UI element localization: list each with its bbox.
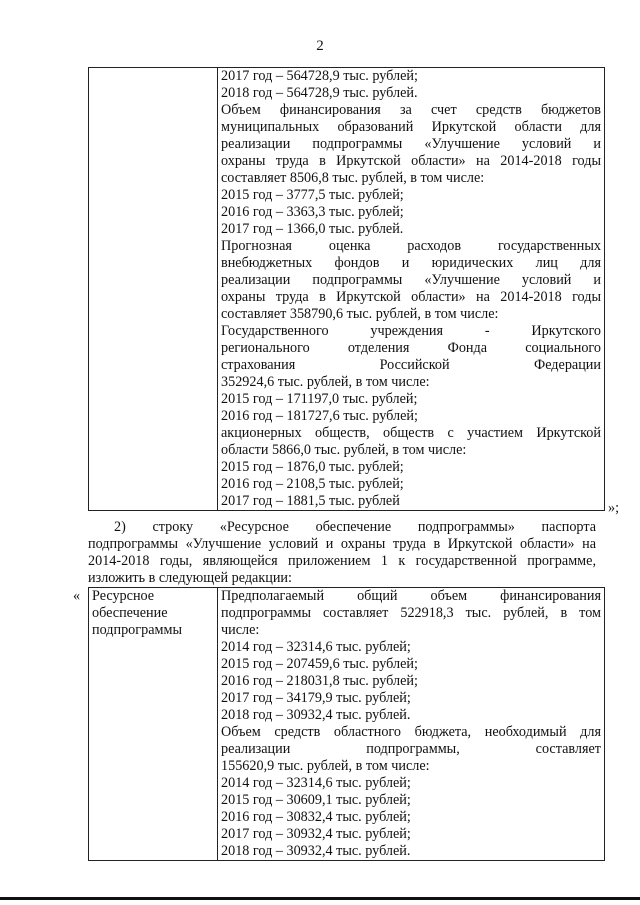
year-line: 2017 год – 1881,5 тыс. рублей <box>221 493 400 509</box>
resource-label-cell <box>89 588 218 861</box>
text-line: составляет 358790,6 тыс. рублей, в том числе: <box>221 306 499 322</box>
text-line: числе: <box>221 622 260 638</box>
opening-quote: « <box>73 588 81 604</box>
year-line: 2017 год – 564728,9 тыс. рублей; <box>221 68 418 84</box>
text-line: охраны труда в Иркутской области» на 2014-2018 годы <box>221 153 601 169</box>
text-line: Прогнозная оценка расходов государственных <box>221 238 601 254</box>
year-line: 2015 год – 207459,6 тыс. рублей; <box>221 656 418 672</box>
amendment-paragraph <box>88 519 596 587</box>
text-line: Предполагаемый общий объем финансирования <box>221 588 601 604</box>
resource-table <box>88 587 605 861</box>
year-line: 2016 год – 3363,3 тыс. рублей; <box>221 204 404 220</box>
scan-bottom-border <box>0 897 640 900</box>
text-line: реализации подпрограммы «Улучшение условий и <box>221 272 601 288</box>
page-number: 2 <box>316 38 324 54</box>
year-line: 2018 год – 30932,4 тыс. рублей. <box>221 707 411 723</box>
paragraph-line: 2) строку «Ресурсное обеспечение подпрограммы» паспорта <box>114 519 596 535</box>
year-line: 2018 год – 30932,4 тыс. рублей. <box>221 843 411 859</box>
text-line: реализации подпрограммы «Улучшение условий и <box>221 136 601 152</box>
text-line: регионального отделения Фонда социального <box>221 340 601 356</box>
year-line: 2016 год – 30832,4 тыс. рублей; <box>221 809 411 825</box>
text-line: области 5866,0 тыс. рублей, в том числе: <box>221 442 467 458</box>
year-line: 2015 год – 3777,5 тыс. рублей; <box>221 187 404 203</box>
year-line: 2014 год – 32314,6 тыс. рублей; <box>221 639 411 655</box>
text-line: муниципальных образований Иркутской области для <box>221 119 601 135</box>
text-line: акционерных обществ, обществ с участием Иркутской <box>221 425 601 441</box>
text-line: страхования Российской Федерации <box>221 357 601 373</box>
continued-passport-table <box>88 67 605 511</box>
funding-text-cell <box>218 68 605 511</box>
year-line: 2016 год – 181727,6 тыс. рублей; <box>221 408 418 424</box>
year-line: 2018 год – 564728,9 тыс. рублей. <box>221 85 418 101</box>
text-line: Государственного учреждения - Иркутского <box>221 323 601 339</box>
text-line: 155620,9 тыс. рублей, в том числе: <box>221 758 430 774</box>
year-line: 2016 год – 218031,8 тыс. рублей; <box>221 673 418 689</box>
paragraph-line: подпрограммы «Улучшение условий и охраны труда в Иркутской области» на <box>88 536 596 552</box>
text-line: подпрограммы составляет 522918,3 тыс. рублей, в том <box>221 605 601 621</box>
year-line: 2017 год – 1366,0 тыс. рублей. <box>221 221 404 237</box>
year-line: 2016 год – 2108,5 тыс. рублей; <box>221 476 404 492</box>
closing-quote: »; <box>608 500 620 516</box>
text-line: составляет 8506,8 тыс. рублей, в том числе: <box>221 170 485 186</box>
year-line: 2017 год – 34179,9 тыс. рублей; <box>221 690 411 706</box>
year-line: 2017 год – 30932,4 тыс. рублей; <box>221 826 411 842</box>
text-line: Объем средств областного бюджета, необходимый для <box>221 724 601 740</box>
text-line: 352924,6 тыс. рублей, в том числе: <box>221 374 430 390</box>
year-line: 2015 год – 1876,0 тыс. рублей; <box>221 459 404 475</box>
paragraph-line: изложить в следующей редакции: <box>88 570 292 586</box>
empty-label-cell <box>89 68 218 511</box>
text-line: внебюджетных фондов и юридических лиц для <box>221 255 601 271</box>
resource-text-cell <box>218 588 605 861</box>
text-line: охраны труда в Иркутской области» на 2014-2018 годы <box>221 289 601 305</box>
year-line: 2015 год – 30609,1 тыс. рублей; <box>221 792 411 808</box>
paragraph-line: 2014-2018 годы, являющейся приложением 1 к государственной программе, <box>88 553 596 569</box>
year-line: 2015 год – 171197,0 тыс. рублей; <box>221 391 418 407</box>
text-line: реализации подпрограммы, составляет <box>221 741 601 757</box>
resource-label: Ресурсное обеспечение подпрограммы <box>92 588 182 638</box>
year-line: 2014 год – 32314,6 тыс. рублей; <box>221 775 411 791</box>
text-line: Объем финансирования за счет средств бюджетов <box>221 102 601 118</box>
